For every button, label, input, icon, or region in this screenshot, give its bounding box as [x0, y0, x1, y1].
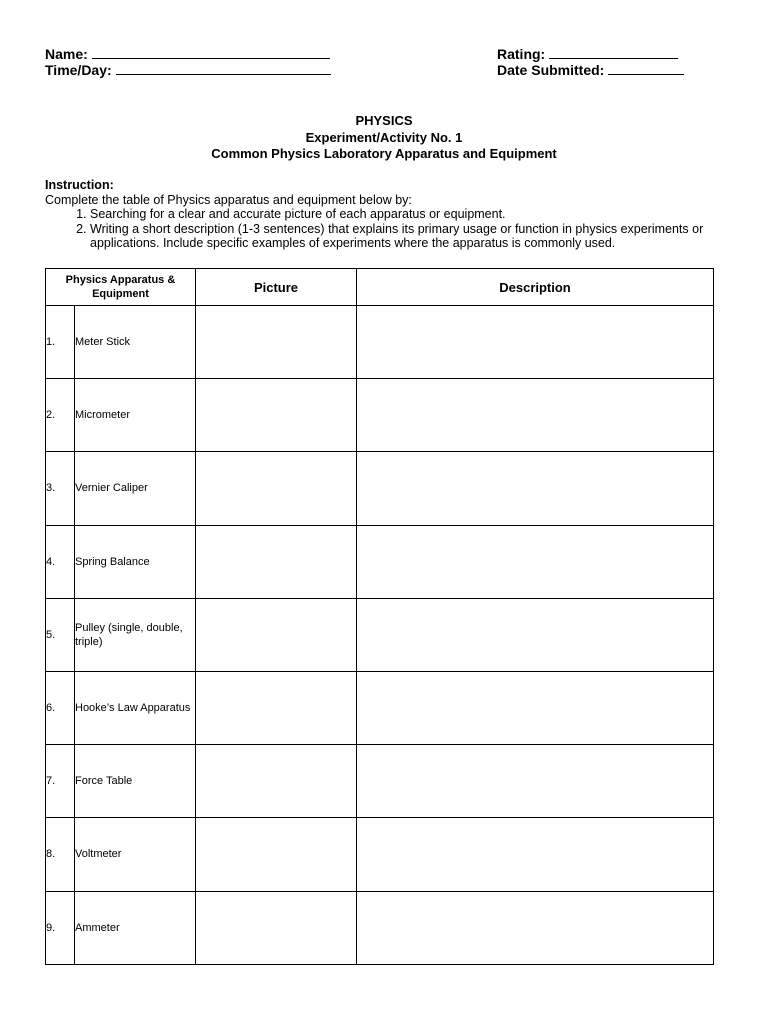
header-apparatus: Physics Apparatus & Equipment	[46, 269, 196, 306]
row-number: 1.	[46, 306, 75, 379]
activity-title: Experiment/Activity No. 1	[305, 129, 463, 145]
header-picture: Picture	[196, 269, 357, 306]
row-number: 6.	[46, 671, 75, 744]
description-cell[interactable]	[357, 525, 714, 598]
picture-cell[interactable]	[196, 379, 357, 452]
document-title-block	[0, 113, 768, 163]
apparatus-name: Pulley (single, double, triple)	[75, 598, 196, 671]
description-cell[interactable]	[357, 452, 714, 525]
apparatus-name: Meter Stick	[75, 306, 196, 379]
apparatus-name: Ammeter	[75, 891, 196, 964]
row-number: 4.	[46, 525, 75, 598]
table-row	[46, 306, 714, 379]
description-cell[interactable]	[357, 598, 714, 671]
rating-blank[interactable]	[549, 46, 678, 59]
description-cell[interactable]	[357, 745, 714, 818]
name-field	[45, 46, 330, 62]
timeday-blank[interactable]	[116, 62, 331, 75]
rating-label: Rating:	[497, 46, 546, 62]
description-cell[interactable]	[357, 671, 714, 744]
instruction-steps	[45, 207, 725, 251]
instruction-text: Complete the table of Physics apparatus and equipment below by:	[45, 192, 412, 207]
subject-title: PHYSICS	[355, 113, 413, 128]
header-description: Description	[357, 269, 714, 306]
row-number: 3.	[46, 452, 75, 525]
picture-cell[interactable]	[196, 745, 357, 818]
timeday-label: Time/Day:	[45, 62, 112, 78]
picture-cell[interactable]	[196, 452, 357, 525]
picture-cell[interactable]	[196, 525, 357, 598]
instruction-step: 1. Searching for a clear and accurate picture of each apparatus or equipment.	[90, 207, 725, 222]
row-number: 5.	[46, 598, 75, 671]
apparatus-name: Force Table	[75, 745, 196, 818]
apparatus-name: Micrometer	[75, 379, 196, 452]
apparatus-name: Voltmeter	[75, 818, 196, 891]
timeday-field	[45, 62, 331, 78]
table-row	[46, 671, 714, 744]
table-row	[46, 818, 714, 891]
row-number: 8.	[46, 818, 75, 891]
table-row	[46, 525, 714, 598]
rating-field	[497, 46, 678, 62]
apparatus-name: Vernier Caliper	[75, 452, 196, 525]
table-header-row	[46, 269, 714, 306]
instruction-block	[45, 178, 725, 251]
apparatus-name: Spring Balance	[75, 525, 196, 598]
picture-cell[interactable]	[196, 671, 357, 744]
table-row	[46, 598, 714, 671]
table-row	[46, 745, 714, 818]
name-label: Name:	[45, 46, 88, 62]
picture-cell[interactable]	[196, 818, 357, 891]
description-cell[interactable]	[357, 818, 714, 891]
instruction-label: Instruction:	[45, 178, 114, 192]
date-submitted-label: Date Submitted:	[497, 62, 605, 78]
apparatus-table	[45, 268, 714, 965]
table-row	[46, 379, 714, 452]
table-row	[46, 891, 714, 964]
instruction-step: 2. Writing a short description (1-3 sentences) that explains its primary usage or function in physics experiments or applications. Include specific examples of experiments where the apparatus is commonly used.	[90, 222, 725, 251]
date-submitted-blank[interactable]	[608, 62, 684, 75]
description-cell[interactable]	[357, 379, 714, 452]
description-cell[interactable]	[357, 891, 714, 964]
name-blank[interactable]	[92, 46, 330, 59]
apparatus-name: Hooke’s Law Apparatus	[75, 671, 196, 744]
table-row	[46, 452, 714, 525]
row-number: 9.	[46, 891, 75, 964]
date-submitted-field	[497, 62, 684, 78]
row-number: 2.	[46, 379, 75, 452]
picture-cell[interactable]	[196, 306, 357, 379]
picture-cell[interactable]	[196, 598, 357, 671]
picture-cell[interactable]	[196, 891, 357, 964]
description-cell[interactable]	[357, 306, 714, 379]
topic-title: Common Physics Laboratory Apparatus and Equipment	[211, 146, 557, 161]
row-number: 7.	[46, 745, 75, 818]
